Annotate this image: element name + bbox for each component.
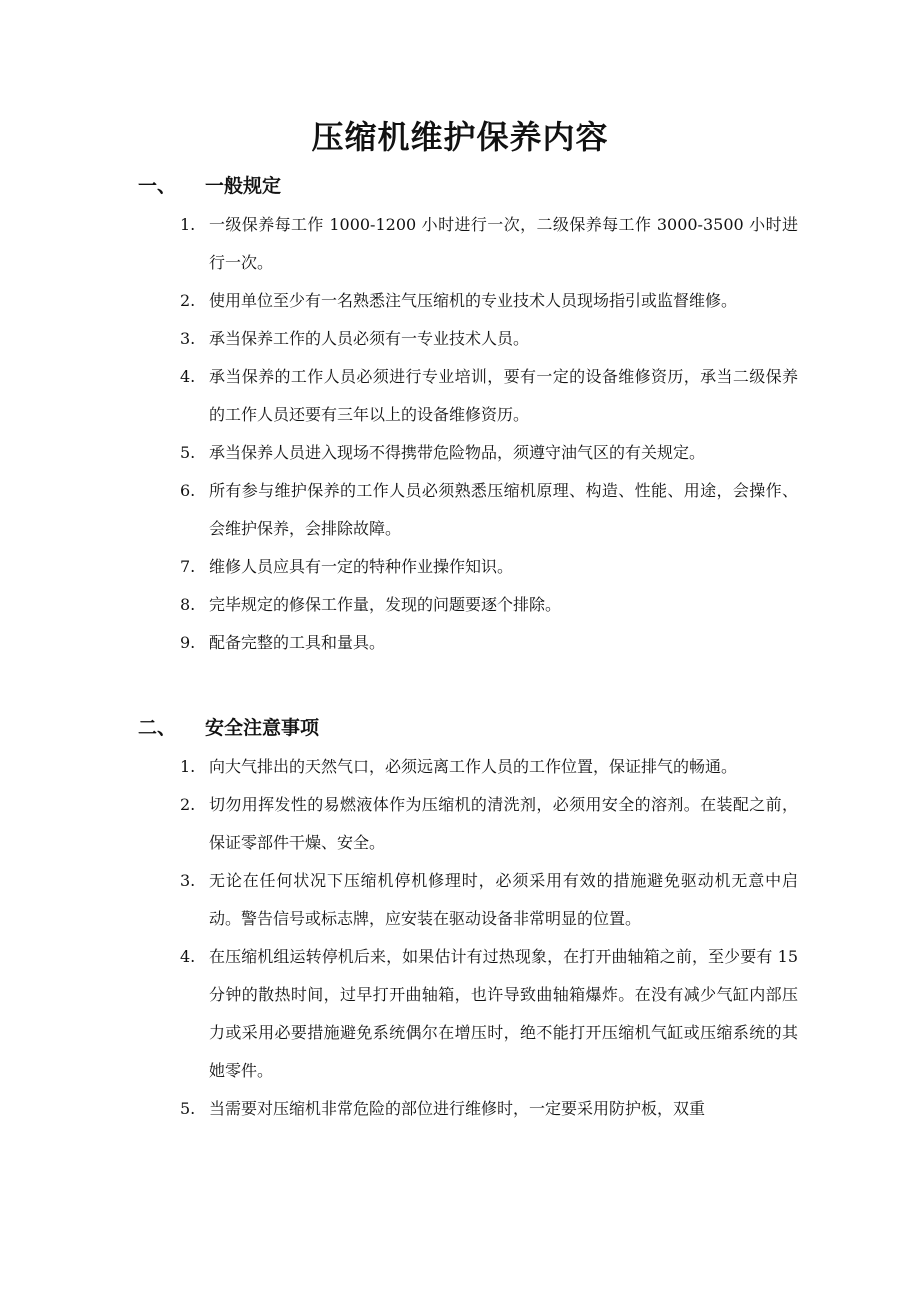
section-number: 二、 — [138, 717, 177, 739]
item-index: 1. — [180, 757, 196, 776]
page-title: 压缩机维护保养内容 — [311, 118, 609, 156]
list-item — [138, 548, 798, 586]
item-index: 6. — [180, 481, 196, 500]
item-index: 3. — [180, 329, 196, 348]
list-item — [138, 938, 798, 1090]
item-text: 承当保养人员进入现场不得携带危险物品，须遵守油气区的有关规定。 — [209, 443, 706, 462]
section-general-rules — [138, 166, 798, 662]
section-number: 一、 — [138, 175, 177, 197]
list-item — [138, 434, 798, 472]
item-text: 使用单位至少有一名熟悉注气压缩机的专业技术人员现场指引或监督维修。 — [209, 291, 738, 310]
item-index: 5. — [180, 1099, 196, 1118]
list-item — [138, 624, 798, 662]
section-safety-notes — [138, 708, 798, 1128]
item-index: 5. — [180, 443, 196, 462]
item-text: 所有参与维护保养的工作人员必须熟悉压缩机原理、构造、性能、用途，会操作、会维护保养，会排除故障。 — [209, 481, 798, 538]
list-item — [138, 862, 798, 938]
item-text: 当需要对压缩机非常危险的部位进行维修时，一定要采用防护板，双重 — [209, 1099, 706, 1118]
item-index: 9. — [180, 633, 196, 652]
list-item — [138, 786, 798, 862]
item-text: 在压缩机组运转停机后来，如果估计有过热现象，在打开曲轴箱之前，至少要有 15 分钟的散热时间，过早打开曲轴箱，也许导致曲轴箱爆炸。在没有减少气缸内部压力或采用必要措施避免系统偶尔在增压时，绝不能打开压缩机气缸或压缩系统的其她零件。 — [209, 947, 798, 1080]
item-text: 承当保养工作的人员必须有一专业技术人员。 — [209, 329, 530, 348]
safety-list — [138, 748, 798, 1128]
item-index: 2. — [180, 795, 196, 814]
rules-list — [138, 206, 798, 662]
item-index: 1. — [180, 215, 196, 234]
item-index: 8. — [180, 595, 196, 614]
item-index: 4. — [180, 367, 196, 386]
list-item — [138, 206, 798, 282]
item-text: 维修人员应具有一定的特种作业操作知识。 — [209, 557, 514, 576]
list-item — [138, 320, 798, 358]
list-item — [138, 358, 798, 434]
item-text: 承当保养的工作人员必须进行专业培训，要有一定的设备维修资历，承当二级保养的工作人员还要有三年以上的设备维修资历。 — [209, 367, 798, 424]
list-item — [138, 1090, 798, 1128]
item-text: 切勿用挥发性的易燃液体作为压缩机的清洗剂，必须用安全的溶剂。在装配之前，保证零部件干燥、安全。 — [209, 795, 798, 852]
section-title: 安全注意事项 — [205, 717, 320, 739]
item-text: 一级保养每工作 1000-1200 小时进行一次，二级保养每工作 3000-3500 小时进行一次。 — [209, 215, 798, 272]
item-index: 2. — [180, 291, 196, 310]
item-index: 4. — [180, 947, 196, 966]
item-text: 无论在任何状况下压缩机停机修理时，必须采用有效的措施避免驱动机无意中启动。警告信号或标志牌，应安装在驱动设备非常明显的位置。 — [209, 871, 798, 928]
item-text: 配备完整的工具和量具。 — [209, 633, 386, 652]
item-index: 3. — [180, 871, 196, 890]
section-heading — [138, 708, 798, 748]
item-text: 完毕规定的修保工作量，发现的问题要逐个排除。 — [209, 595, 562, 614]
item-index: 7. — [180, 557, 196, 576]
section-heading — [138, 166, 798, 206]
list-item — [138, 472, 798, 548]
list-item — [138, 282, 798, 320]
section-title: 一般规定 — [205, 175, 282, 197]
item-text: 向大气排出的天然气口，必须远离工作人员的工作位置，保证排气的畅通。 — [209, 757, 738, 776]
list-item — [138, 586, 798, 624]
list-item — [138, 748, 798, 786]
